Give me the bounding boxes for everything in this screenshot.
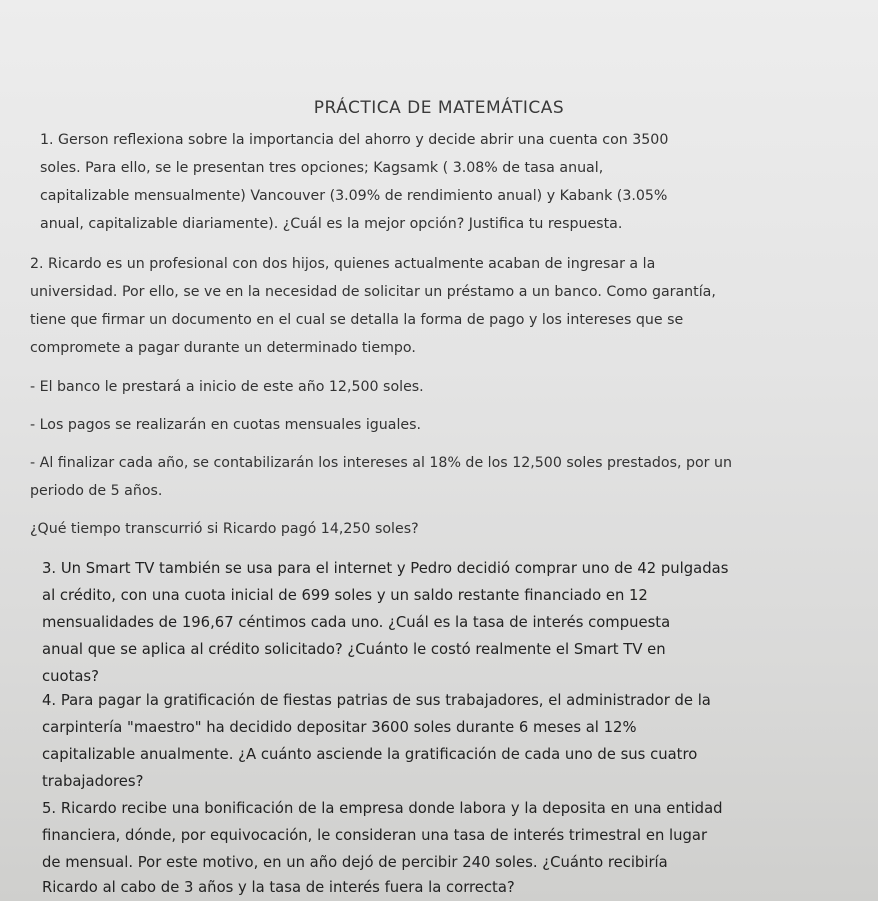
problem-3-line: cuotas? — [42, 668, 99, 685]
condition-bullet: - Los pagos se realizarán en cuotas mensuales iguales. — [30, 417, 422, 433]
problem-2-question: ¿Qué tiempo transcurrió si Ricardo pagó 14,250 soles? — [30, 521, 419, 537]
problem-2-line: compromete a pagar durante un determinado tiempo. — [30, 340, 416, 356]
problem-2-line: 2. Ricardo es un profesional con dos hijos, quienes actualmente acaban de ingresar a la — [30, 256, 656, 272]
problem-5-line: de mensual. Por este motivo, en un año dejó de percibir 240 soles. ¿Cuánto recibiría — [42, 854, 668, 871]
problem-5-line: 5. Ricardo recibe una bonificación de la empresa donde labora y la deposita en una entidad — [42, 800, 723, 817]
condition-bullet: periodo de 5 años. — [30, 483, 163, 499]
problem-3-line: al crédito, con una cuota inicial de 699 soles y un saldo restante financiado en 12 — [42, 587, 648, 604]
problem-3-line: anual que se aplica al crédito solicitado? ¿Cuánto le costó realmente el Smart TV en — [42, 641, 666, 658]
problem-4-line: trabajadores? — [42, 773, 144, 790]
problem-3-line: 3. Un Smart TV también se usa para el internet y Pedro decidió comprar uno de 42 pulgadas — [42, 560, 729, 577]
problem-4-line: 4. Para pagar la gratificación de fiestas patrias de sus trabajadores, el administrador de la — [42, 692, 711, 709]
problem-4-line: capitalizable anualmente. ¿A cuánto asciende la gratificación de cada uno de sus cuatro — [42, 746, 698, 763]
problem-5-line: Ricardo al cabo de 3 años y la tasa de interés fuera la correcta? — [42, 879, 515, 896]
problem-2-line: universidad. Por ello, se ve en la necesidad de solicitar un préstamo a un banco. Como garantía, — [30, 284, 716, 300]
problem-1-line: anual, capitalizable diariamente). ¿Cuál es la mejor opción? Justifica tu respuesta. — [40, 216, 623, 232]
problem-4-line: carpintería "maestro" ha decidido depositar 3600 soles durante 6 meses al 12% — [42, 719, 637, 736]
problem-1-line: capitalizable mensualmente) Vancouver (3.09% de rendimiento anual) y Kabank (3.05% — [40, 188, 668, 204]
problem-2-line: tiene que firmar un documento en el cual se detalla la forma de pago y los intereses que se — [30, 312, 684, 328]
problem-3-line: mensualidades de 196,67 céntimos cada uno. ¿Cuál es la tasa de interés compuesta — [42, 614, 671, 631]
problem-1-line: soles. Para ello, se le presentan tres opciones; Kagsamk ( 3.08% de tasa anual, — [40, 160, 604, 176]
page-title: PRÁCTICA DE MATEMÁTICAS — [313, 98, 565, 118]
condition-bullet: - Al finalizar cada año, se contabilizarán los intereses al 18% de los 12,500 soles prestados, por un — [30, 455, 733, 471]
problem-5-line: financiera, dónde, por equivocación, le consideran una tasa de interés trimestral en lugar — [42, 827, 708, 844]
problem-1-line: 1. Gerson reflexiona sobre la importancia del ahorro y decide abrir una cuenta con 3500 — [40, 132, 669, 148]
condition-bullet: - El banco le prestará a inicio de este año 12,500 soles. — [30, 379, 424, 395]
